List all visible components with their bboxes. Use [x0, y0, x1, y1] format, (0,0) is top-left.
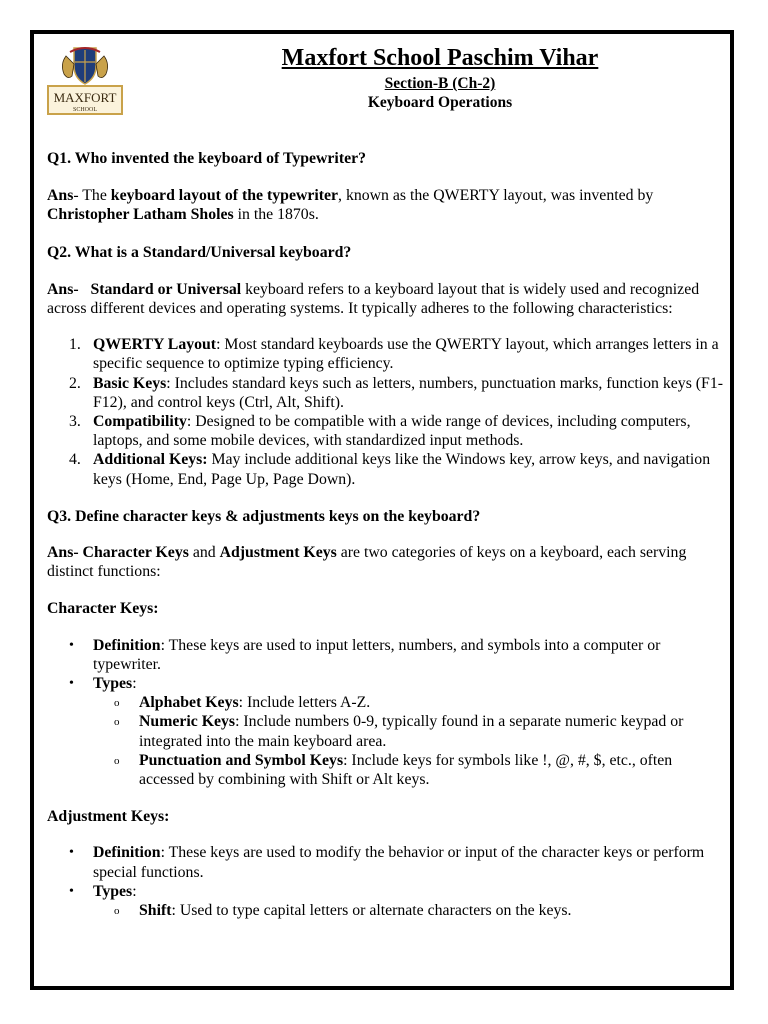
document-body	[47, 149, 727, 920]
list-item: • Definition: These keys are used to input letters, numbers, and symbols into a computer or typewriter.	[69, 636, 661, 673]
character-keys-list	[47, 636, 727, 790]
list-item: • Types: o Shift: Used to type capital letters or alternate characters on the keys.	[47, 882, 727, 920]
character-keys-heading: Character Keys:	[47, 600, 159, 618]
q1-question: Q1. Who invented the keyboard of Typewriter?	[47, 150, 367, 167]
list-item: 2. Basic Keys: Includes standard keys such as letters, numbers, punctuation marks, function keys (F1-F12), and control keys (Ctrl, Alt, Shift).	[69, 374, 723, 411]
document-header	[140, 44, 740, 112]
q3-answer: Ans- Character Keys and Adjustment Keys are two categories of keys on a keyboard, each serving distinct functions:	[47, 544, 687, 581]
list-item: • Definition: These keys are used to modify the behavior or input of the character keys or perform special functions.	[69, 844, 705, 881]
list-item: o Alphabet Keys: Include letters A-Z.	[114, 694, 371, 712]
q2-answer: Ans- Standard or Universal keyboard refers to a keyboard layout that is widely used and recognized across different devices and operating systems. It typically adheres to the following characteristics:	[47, 280, 700, 318]
q1-answer: Ans- The keyboard layout of the typewriter, known as the QWERTY layout, was invented by Christopher Latham Sholes in the 1870s.	[47, 187, 654, 224]
character-key-types	[93, 693, 727, 789]
chapter-title: Keyboard Operations	[367, 94, 513, 111]
section-label: Section-B (Ch-2)	[384, 75, 496, 92]
list-item: 4. Additional Keys: May include additional keys like the Windows key, arrow keys, and navigation keys (Home, End, Page Up, Page Down).	[69, 451, 711, 488]
logo-text: MAXFORT	[53, 90, 117, 105]
school-name: Maxfort School Paschim Vihar	[281, 45, 599, 71]
logo-subtext: SCHOOL	[72, 107, 98, 113]
list-item: 3. Compatibility: Designed to be compatible with a wide range of devices, including computers, laptops, and some mobile devices, with standardized input methods.	[69, 413, 691, 450]
q2-characteristics-list	[47, 335, 727, 489]
list-item: • Types: o Alphabet Keys: Include letters A-Z. o Numeric Keys: Include numbers 0-9, typically found in a separate numeric keypad or integrated into the main keyboard area. o Punctuation and Symbol Keys: Include keys for symbols like !, @, #, $, etc., often accessed by combining with Shift or Alt keys.	[47, 674, 727, 789]
q3-question: Q3. Define character keys & adjustments keys on the keyboard?	[47, 507, 481, 525]
adjustment-keys-list	[47, 843, 727, 920]
list-item: 1. QWERTY Layout: Most standard keyboards use the QWERTY layout, which arranges letters in a specific sequence to optimize typing efficiency.	[69, 336, 719, 373]
adjustment-keys-heading: Adjustment Keys:	[47, 808, 170, 826]
list-item: o Shift: Used to type capital letters or alternate characters on the keys.	[114, 902, 572, 920]
list-item: o Numeric Keys: Include numbers 0-9, typically found in a separate numeric keypad or integrated into the main keyboard area.	[114, 713, 684, 750]
q2-question: Q2. What is a Standard/Universal keyboard?	[47, 243, 352, 261]
school-logo	[44, 44, 126, 116]
list-item: o Punctuation and Symbol Keys: Include keys for symbols like !, @, #, $, etc., often accessed by combining with Shift or Alt keys.	[114, 751, 673, 789]
adjustment-key-types	[93, 901, 727, 920]
